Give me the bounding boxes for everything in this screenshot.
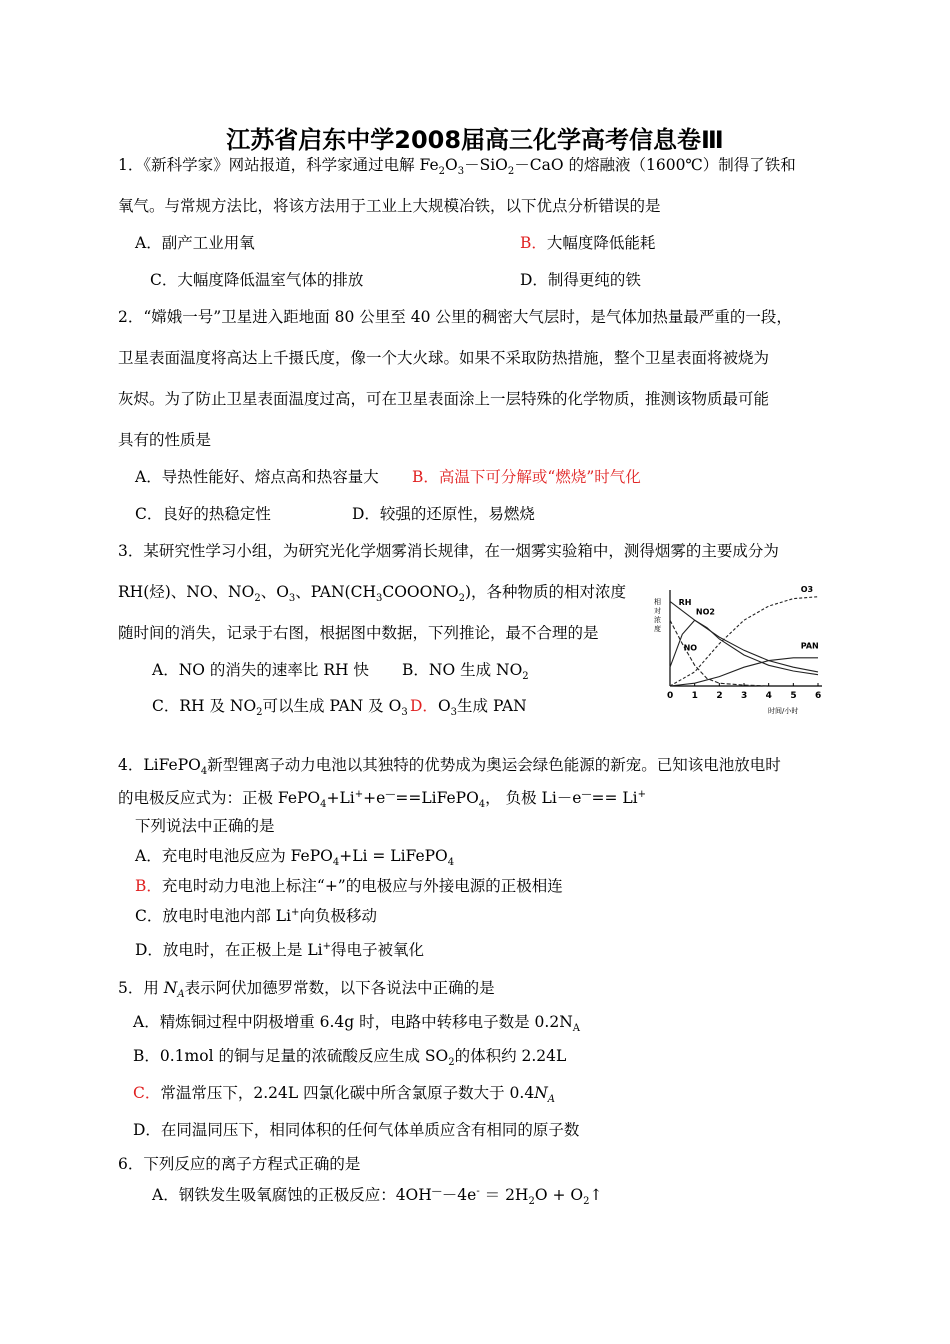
x-tick-label: 6 xyxy=(815,691,822,701)
y-axis-label-char: 相 xyxy=(654,598,661,606)
q4-option-b: B．充电时动力电池上标注“+”的电极应与外接电源的正极相连 xyxy=(135,877,563,895)
q5-option-a: A．精炼铜过程中阴极增重 6.4g 时，电路中转移电子数是 $0.2N_A$ xyxy=(133,1013,580,1035)
q1-option-a: A．副产工业用氧 xyxy=(135,234,255,252)
y-axis-label-char: 度 xyxy=(654,625,661,633)
q2-line-1: 2．“嫦娥一号”卫星进入距地面 80 公里至 40 公里的稠密大气层时，是气体加热量最严重的一段， xyxy=(118,308,792,326)
page-title: 江苏省启东中学2008届高三化学高考信息卷Ⅲ xyxy=(226,126,724,154)
series-line-rh xyxy=(670,601,818,672)
q2-option-b: B．高温下可分解或“燃烧”时气化 xyxy=(412,468,641,486)
y-axis-label-char: 浓 xyxy=(654,616,661,624)
q3-option-c: C．RH 及 $NO_2$可以生成 PAN 及 $O_3$ xyxy=(152,697,408,719)
q1-line-2: 氧气。与常规方法比，将该方法用于工业上大规模冶铁，以下优点分析错误的是 xyxy=(118,197,661,215)
q4-option-c: C．放电时电池内部 Li+向负极移动 xyxy=(135,906,377,925)
q6-option-a: A．钢铁发生吸氧腐蚀的正极反应：$4OH^—-4e^- = 2H_2O$ + $O_2↑$ xyxy=(152,1185,603,1208)
q2-option-d: D．较强的还原性，易燃烧 xyxy=(352,505,535,523)
q3-option-b: B．NO 生成 $NO_2$ xyxy=(402,661,529,683)
q2-line-2: 卫星表面温度将高达上千摄氏度，像一个大火球。如果不采取防热措施，整个卫星表面将被烧为 xyxy=(118,349,770,367)
x-tick-label: 3 xyxy=(741,691,748,701)
q4-line-3: 下列说法中正确的是 xyxy=(135,817,275,835)
x-tick-label: 0 xyxy=(667,691,674,701)
q4-line-2: 的电极反应式为：正极 FePO$_4$+Li++e—==LiFePO$_4$， 负极 Li－e—== Li+ xyxy=(118,788,646,811)
q2-option-a: A．导热性能好、熔点高和热容量大 xyxy=(135,468,379,486)
y-axis-label xyxy=(654,597,661,633)
q1-option-b: B．大幅度降低能耗 xyxy=(520,234,656,252)
y-axis-label-char: 对 xyxy=(654,607,661,615)
x-tick-label: 1 xyxy=(691,691,698,701)
q2-line-3: 灰烬。为了防止卫星表面温度过高，可在卫星表面涂上一层特殊的化学物质，推测该物质最可能 xyxy=(118,390,770,408)
x-tick-label: 5 xyxy=(790,691,797,701)
q3-line-1: 3．某研究性学习小组，为研究光化学烟雾消长规律，在一烟雾实验箱中，测得烟雾的主要成分为 xyxy=(118,542,779,560)
series-label-no2: NO2 xyxy=(695,607,715,617)
series-line-o3 xyxy=(670,597,818,686)
q6-line-1: 6．下列反应的离子方程式正确的是 xyxy=(118,1155,361,1173)
q3-line-3: 随时间的消失，记录于右图，根据图中数据，下列推论，最不合理的是 xyxy=(118,624,599,642)
q3-option-d: D．$O_3$生成 PAN xyxy=(410,697,527,719)
q1-option-d: D．制得更纯的铁 xyxy=(520,271,641,289)
series-label-rh: RH xyxy=(678,598,692,608)
q5-line-1: 5．用 $N_A$表示阿伏加德罗常数，以下各说法中正确的是 xyxy=(118,979,495,1001)
x-tick-label: 2 xyxy=(716,691,723,701)
q4-option-d: D．放电时，在正极上是 Li+得电子被氧化 xyxy=(135,940,425,959)
x-tick-label: 4 xyxy=(765,691,772,701)
series-label-o3: O3 xyxy=(800,585,814,594)
q5-option-d: D．在同温同压下，相同体积的任何气体单质应含有相同的原子数 xyxy=(133,1121,580,1139)
q2-line-4: 具有的性质是 xyxy=(118,431,212,449)
x-axis-label: 时间/小时 xyxy=(768,707,799,715)
q4-line-1: 4．LiFePO$_4$新型锂离子动力电池以其独特的优势成为奥运会绿色能源的新宠。已知该电池放电时 xyxy=(118,756,781,778)
q3-option-a: A．NO 的消失的速率比 RH 快 xyxy=(152,661,369,679)
series-label-pan: PAN xyxy=(800,641,819,651)
q3-line-2: RH(烃)、NO、$NO_2$、$O_3$、$PAN(CH_3COOONO_2)$，各种物质的相对浓度 xyxy=(118,583,627,605)
q1-line-1: 1．《新科学家》网站报道，科学家通过电解 $Fe_2O_3-SiO_2-CaO$ 的熔融液（1600℃）制得了铁和 xyxy=(118,156,796,178)
q4-option-a: A．充电时电池反应为 FePO$_4$+Li = LiFePO$_4$ xyxy=(135,847,455,869)
q5-option-c: C．常温常压下，2.24L 四氯化碳中所含氯原子数大于 $0.4N_A$ xyxy=(133,1084,555,1106)
q5-option-b: B．0.1mol 的铜与足量的浓硫酸反应生成 $SO_2$的体积约 2.24L xyxy=(133,1047,567,1069)
q1-option-c: C．大幅度降低温室气体的排放 xyxy=(150,271,364,289)
q2-option-c: C．良好的热稳定性 xyxy=(135,505,271,523)
series-label-no: NO xyxy=(683,643,698,653)
smog-concentration-chart xyxy=(650,582,835,722)
